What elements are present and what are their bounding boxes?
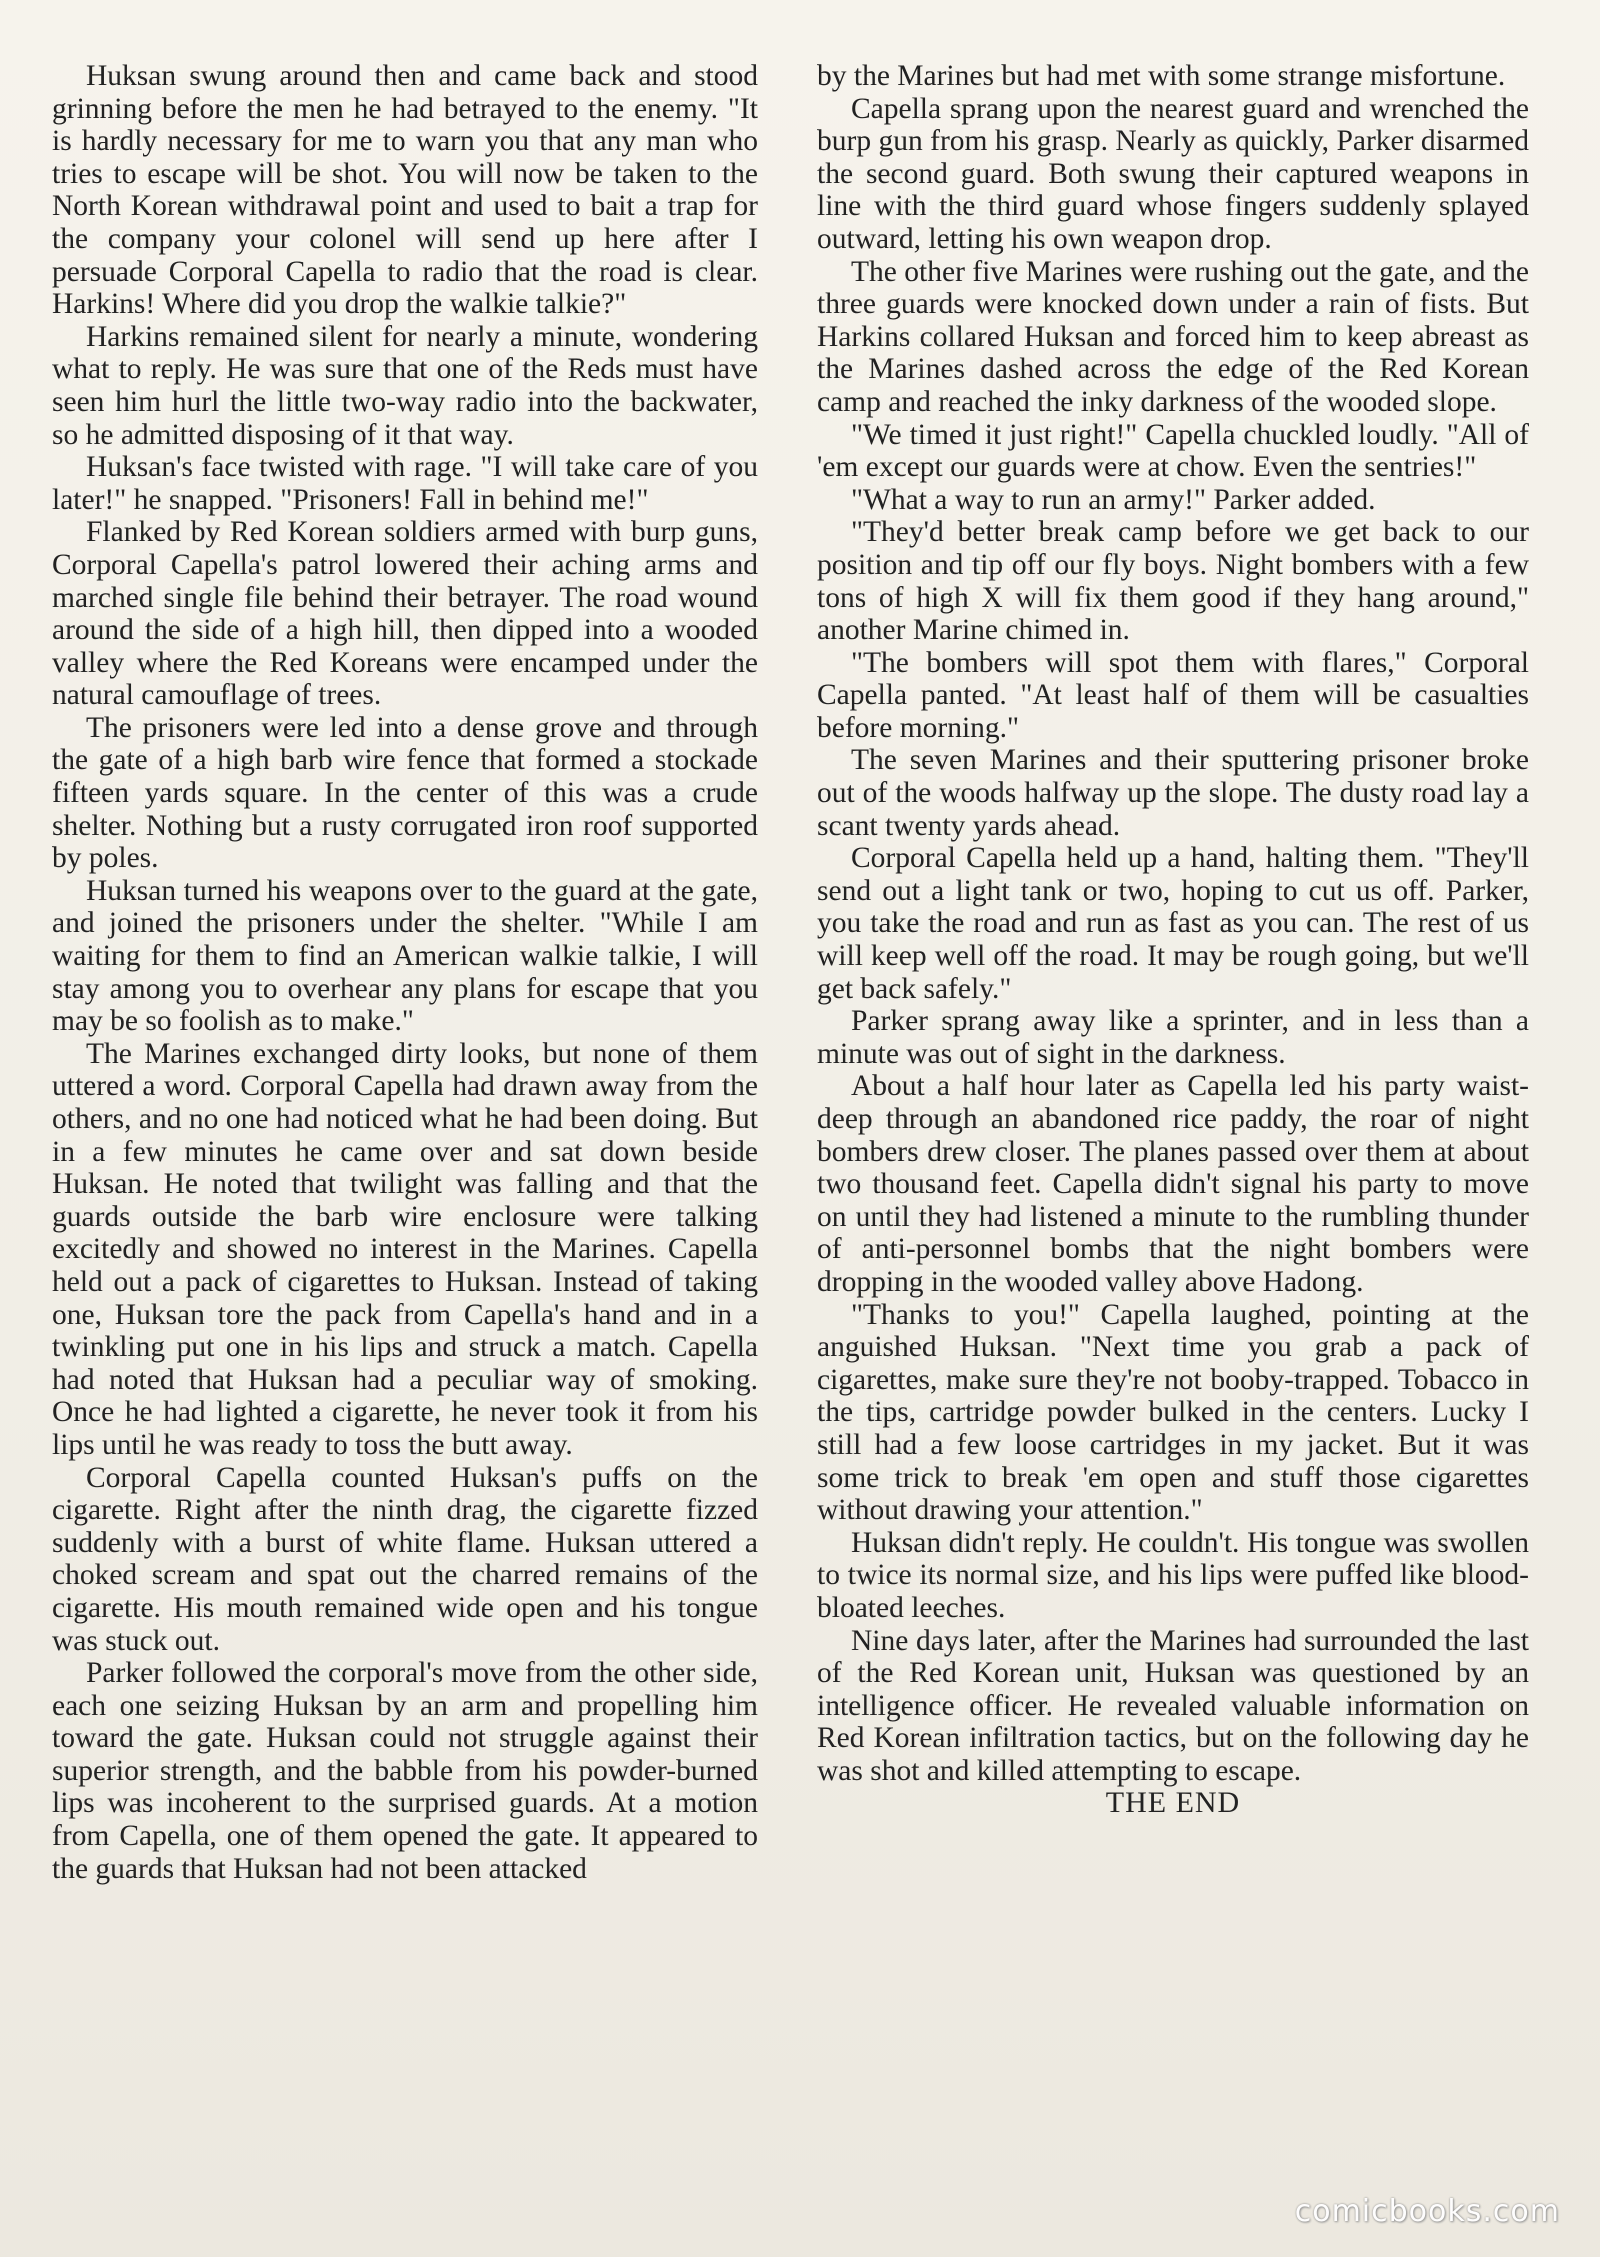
paragraph: The seven Marines and their sputtering prisoner broke out of the woods halfway up the slope. The dusty road lay a scant twenty yards ahead.	[817, 744, 1529, 842]
paragraph: Harkins remained silent for nearly a minute, wondering what to reply. He was sure that one of the Reds must have seen him hurl the little two-way radio into the backwater, so he admitted disposing of it that way.	[52, 320, 758, 451]
paragraph: Parker followed the corporal's move from the other side, each one seizing Huksan by an arm and propelling him toward the gate. Huksan could not struggle against their superior strength, and the babble from his powder-burned lips was incoherent to the surprised guards. At a motion from Capella, one of them opened the gate. It appeared to the guards that Huksan had not been attacked	[52, 1657, 758, 1885]
paragraph: "What a way to run an army!" Parker added.	[851, 483, 1376, 516]
paragraph: "Thanks to you!" Capella laughed, pointing at the anguished Huksan. "Next time you grab a pack of cigarettes, make sure they're not booby-trapped. Tobacco in the tips, cartridge powder bulked in the centers. Lucky I still had a few loose cartridges in my jacket. But it was some trick to break 'em open and stuff those cigarettes without drawing your attention."	[817, 1298, 1529, 1527]
paragraph: About a half hour later as Capella led his party waist-deep through an abandoned rice paddy, the roar of night bombers drew closer. The planes passed over them at about two thousand feet. Capella didn't signal his party to move on until they had listened a minute to the rumbling thunder of anti-personnel bombs that the night bombers were dropping in the wooded valley above Hadong.	[817, 1070, 1529, 1298]
paragraph: Parker sprang away like a sprinter, and in less than a minute was out of sight in the darkness.	[817, 1005, 1529, 1070]
paragraph: "They'd better break camp before we get back to our position and tip off our fly boys. Night bombers with a few tons of high X will fix them good if they hang around," another Marine chimed in.	[817, 516, 1529, 647]
paragraph: The Marines exchanged dirty looks, but none of them uttered a word. Corporal Capella had drawn away from the others, and no one had noticed what he had been doing. But in a few minutes he came over and sat down beside Huksan. He noted that twilight was falling and that the guards outside the barb wire enclosure were talking excitedly and showed no interest in the Marines. Capella held out a pack of cigarettes to Huksan. Instead of taking one, Huksan tore the pack from Capella's hand and in a twinkling put one in his lips and struck a match. Capella had noted that Huksan had a peculiar way of smoking. Once he had lighted a cigarette, he never took it from his lips until he was ready to toss the butt away.	[52, 1037, 758, 1461]
paragraph: Huksan didn't reply. He couldn't. His tongue was swollen to twice its normal size, and his lips were puffed like blood-bloated leeches.	[817, 1526, 1529, 1624]
right-column	[817, 60, 1529, 1820]
paragraph: The other five Marines were rushing out the gate, and the three guards were knocked down under a rain of fists. But Harkins collared Huksan and forced him to keep abreast as the Marines dashed across the edge of the Red Korean camp and reached the inky darkness of the wooded slope.	[817, 255, 1529, 418]
paragraph: Huksan swung around then and came back and stood grinning before the men he had betrayed to the enemy. "It is hardly necessary for me to warn you that any man who tries to escape will be shot. You will now be taken to the North Korean withdrawal point and used to bait a trap for the company your colonel will send up here after I persuade Corporal Capella to radio that the road is clear. Harkins! Where did you drop the walkie talkie?"	[52, 60, 758, 321]
paragraph: Huksan turned his weapons over to the guard at the gate, and joined the prisoners under the shelter. "While I am waiting for them to find an American walkie talkie, I will stay among you to overhear any plans for escape that you may be so foolish as to make."	[52, 874, 758, 1038]
paragraph: Capella sprang upon the nearest guard and wrenched the burp gun from his grasp. Nearly as quickly, Parker disarmed the second guard. Both swung their captured weapons in line with the third guard whose fingers suddenly splayed outward, letting his own weapon drop.	[817, 92, 1529, 255]
paragraph: Flanked by Red Korean soldiers armed with burp guns, Corporal Capella's patrol lowered their aching arms and marched single file behind their betrayer. The road wound around the side of a high hill, then dipped into a wooded valley where the Red Koreans were encamped under the natural camouflage of trees.	[52, 516, 758, 712]
paragraph: Huksan's face twisted with rage. "I will take care of you later!" he snapped. "Prisoners! Fall in behind me!"	[52, 451, 758, 516]
paragraph-continuation: by the Marines but had met with some strange misfortune.	[817, 60, 1506, 92]
paragraph: Corporal Capella counted Huksan's puffs on the cigarette. Right after the ninth drag, the cigarette fizzed suddenly with a burst of white flame. Huksan uttered a choked scream and spat out the charred remains of the cigarette. His mouth remained wide open and his tongue was stuck out.	[52, 1461, 758, 1657]
paragraph: "We timed it just right!" Capella chuckled loudly. "All of 'em except our guards were at chow. Even the sentries!"	[817, 418, 1529, 484]
paragraph: "The bombers will spot them with flares," Corporal Capella panted. "At least half of them will be casualties before morning."	[817, 646, 1529, 744]
paragraph: The prisoners were led into a dense grove and through the gate of a high barb wire fence that formed a stockade fifteen yards square. In the center of this was a crude shelter. Nothing but a rusty corrugated iron roof supported by poles.	[52, 711, 758, 875]
the-end-label: THE END	[1105, 1786, 1241, 1820]
left-column	[52, 60, 758, 1885]
watermark: comicbooks.com	[1294, 2194, 1560, 2229]
paragraph: Corporal Capella held up a hand, halting them. "They'll send out a light tank or two, hoping to cut us off. Parker, you take the road and run as fast as you can. The rest of us will keep well off the road. It may be rough going, but we'll get back safely."	[817, 842, 1529, 1005]
paragraph: Nine days later, after the Marines had surrounded the last of the Red Korean unit, Huksan was questioned by an intelligence officer. He revealed valuable information on Red Korean infiltration tactics, but on the following day he was shot and killed attempting to escape.	[817, 1624, 1529, 1787]
